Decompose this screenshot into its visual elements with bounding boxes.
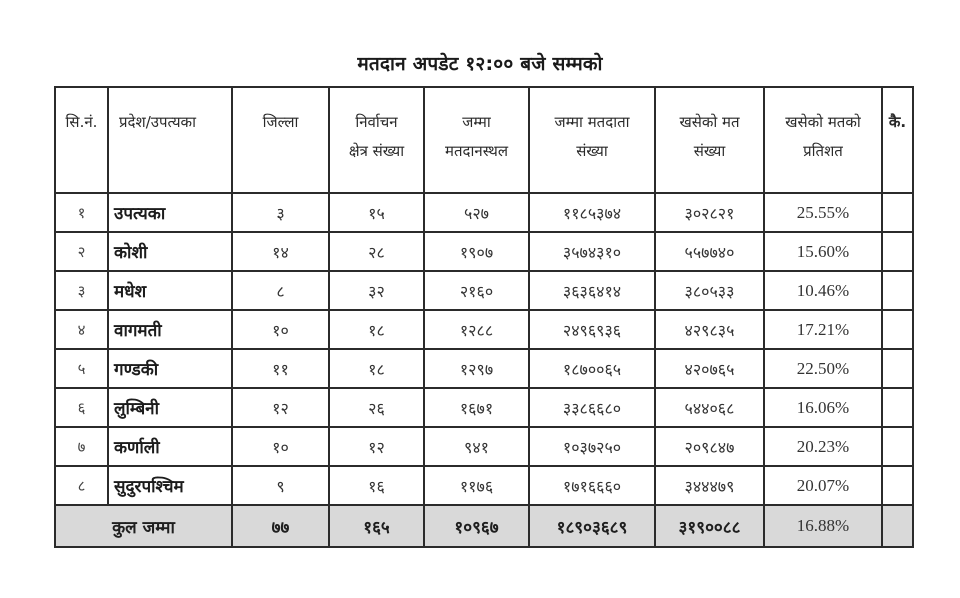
constituency-cell: १६	[329, 466, 424, 505]
total-voters-cell: ३६३६४१४	[529, 271, 655, 310]
remarks-cell	[882, 310, 913, 349]
province-cell: मधेश	[108, 271, 232, 310]
province-cell: वागमती	[108, 310, 232, 349]
header-row	[55, 87, 913, 193]
serial-cell: ४	[55, 310, 108, 349]
total-remarks	[882, 505, 913, 547]
province-cell: सुदुरपश्चिम	[108, 466, 232, 505]
header-serial-label: सि.नं.	[65, 113, 98, 131]
percent-cell: 16.06%	[764, 388, 882, 427]
district-cell: ९	[232, 466, 329, 505]
table-row	[55, 427, 913, 466]
header-voters-line1: जम्मा मतदाता	[554, 113, 630, 131]
header-constituency	[329, 87, 424, 193]
table-row	[55, 232, 913, 271]
header-province-label: प्रदेश/उपत्यका	[119, 113, 196, 131]
percent-cell: 20.23%	[764, 427, 882, 466]
district-cell: १४	[232, 232, 329, 271]
votes-cast-cell: ३८०५३३	[655, 271, 764, 310]
votes-cast-cell: ४२०७६५	[655, 349, 764, 388]
remarks-cell	[882, 232, 913, 271]
total-voters-cell: ११८५३७४	[529, 193, 655, 232]
table-row	[55, 349, 913, 388]
header-constituency-line2: क्षेत्र संख्या	[348, 142, 405, 160]
district-cell: ३	[232, 193, 329, 232]
header-district-label: जिल्ला	[262, 113, 299, 131]
serial-cell: ७	[55, 427, 108, 466]
header-polling-line2: मतदानस्थल	[445, 142, 508, 160]
total-district: ७७	[232, 505, 329, 547]
votes-cast-cell: ४२९८३५	[655, 310, 764, 349]
percent-cell: 22.50%	[764, 349, 882, 388]
serial-cell: ५	[55, 349, 108, 388]
votes-cast-cell: ५४४०६८	[655, 388, 764, 427]
total-voters-cell: १७१६६६०	[529, 466, 655, 505]
district-cell: १०	[232, 310, 329, 349]
polling-stations-cell: १२९७	[424, 349, 529, 388]
table-row	[55, 193, 913, 232]
percent-cell: 25.55%	[764, 193, 882, 232]
header-votes-cast	[655, 87, 764, 193]
header-province	[108, 87, 232, 193]
total-percent: 16.88%	[764, 505, 882, 547]
votes-cast-cell: ५५७७४०	[655, 232, 764, 271]
total-voters-cell: २४९६९३६	[529, 310, 655, 349]
polling-stations-cell: १२८८	[424, 310, 529, 349]
header-total-voters	[529, 87, 655, 193]
district-cell: १२	[232, 388, 329, 427]
header-remarks-label: कै.	[888, 113, 907, 131]
constituency-cell: २८	[329, 232, 424, 271]
total-voters: १८९०३६८९	[529, 505, 655, 547]
serial-cell: २	[55, 232, 108, 271]
province-cell: गण्डकी	[108, 349, 232, 388]
percent-cell: 15.60%	[764, 232, 882, 271]
polling-stations-cell: ५२७	[424, 193, 529, 232]
remarks-cell	[882, 193, 913, 232]
header-remarks	[882, 87, 913, 193]
constituency-cell: १८	[329, 349, 424, 388]
total-voters-cell: ३३८६६८०	[529, 388, 655, 427]
serial-cell: १	[55, 193, 108, 232]
total-polling-stations: १०९६७	[424, 505, 529, 547]
votes-cast-cell: ३४४४७९	[655, 466, 764, 505]
constituency-cell: १५	[329, 193, 424, 232]
total-label: कुल जम्मा	[55, 505, 232, 547]
province-cell: कोशी	[108, 232, 232, 271]
polling-stations-cell: १६७१	[424, 388, 529, 427]
remarks-cell	[882, 349, 913, 388]
district-cell: ८	[232, 271, 329, 310]
remarks-cell	[882, 388, 913, 427]
header-cast-line2: संख्या	[693, 142, 726, 160]
polling-stations-cell: १९०७	[424, 232, 529, 271]
table-row	[55, 310, 913, 349]
votes-cast-cell: २०९८४७	[655, 427, 764, 466]
table-row	[55, 388, 913, 427]
remarks-cell	[882, 466, 913, 505]
votes-cast-cell: ३०२८२१	[655, 193, 764, 232]
constituency-cell: १८	[329, 310, 424, 349]
percent-cell: 10.46%	[764, 271, 882, 310]
table-row	[55, 466, 913, 505]
serial-cell: ८	[55, 466, 108, 505]
total-constituency: १६५	[329, 505, 424, 547]
header-polling-stations	[424, 87, 529, 193]
header-voters-line2: संख्या	[576, 142, 608, 160]
province-cell: उपत्यका	[108, 193, 232, 232]
polling-stations-cell: ११७६	[424, 466, 529, 505]
serial-cell: ६	[55, 388, 108, 427]
header-polling-line1: जम्मा	[462, 113, 491, 131]
percent-cell: 17.21%	[764, 310, 882, 349]
remarks-cell	[882, 271, 913, 310]
page-title: मतदान अपडेट १२:०० बजे सम्मको	[357, 53, 603, 75]
district-cell: ११	[232, 349, 329, 388]
total-voters-cell: १०३७२५०	[529, 427, 655, 466]
header-percent-line1: खसेको मतको	[785, 113, 861, 131]
province-cell: लुम्बिनी	[108, 388, 232, 427]
district-cell: १०	[232, 427, 329, 466]
province-cell: कर्णाली	[108, 427, 232, 466]
total-votes-cast: ३१९००८८	[655, 505, 764, 547]
percent-cell: 20.07%	[764, 466, 882, 505]
constituency-cell: २६	[329, 388, 424, 427]
header-serial	[55, 87, 108, 193]
header-cast-line1: खसेको मत	[679, 113, 740, 131]
polling-stations-cell: ९४१	[424, 427, 529, 466]
constituency-cell: ३२	[329, 271, 424, 310]
header-percent-line2: प्रतिशत	[803, 142, 843, 160]
constituency-cell: १२	[329, 427, 424, 466]
polling-stations-cell: २१६०	[424, 271, 529, 310]
header-district	[232, 87, 329, 193]
total-voters-cell: ३५७४३१०	[529, 232, 655, 271]
total-voters-cell: १८७००६५	[529, 349, 655, 388]
serial-cell: ३	[55, 271, 108, 310]
election-results-table	[54, 86, 914, 548]
remarks-cell	[882, 427, 913, 466]
table-row	[55, 271, 913, 310]
header-percent	[764, 87, 882, 193]
total-row	[55, 505, 913, 547]
header-constituency-line1: निर्वाचन	[355, 113, 398, 131]
